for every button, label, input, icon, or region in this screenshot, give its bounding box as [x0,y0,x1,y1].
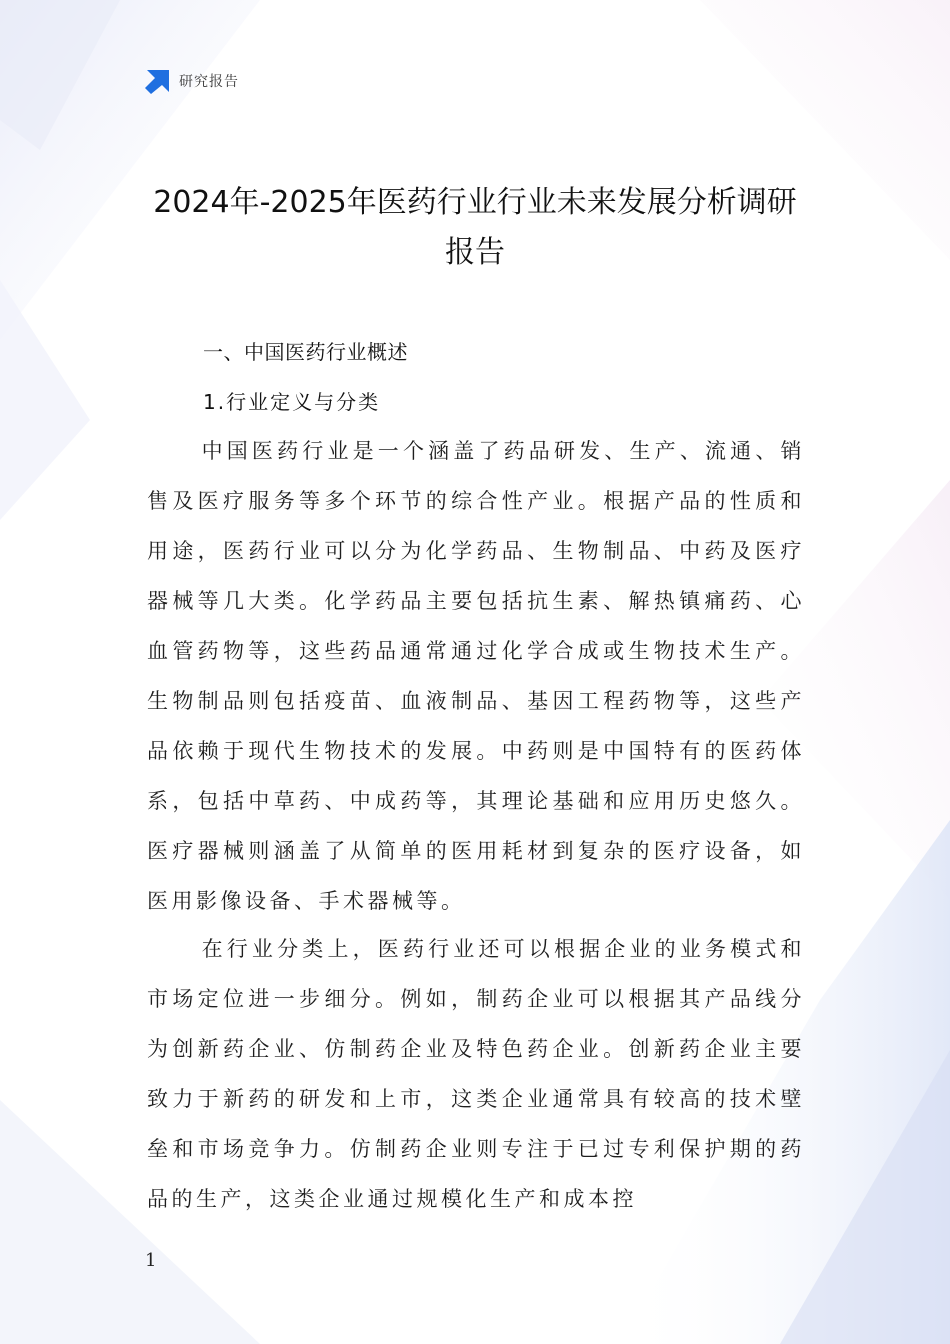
paragraph: 在行业分类上，医药行业还可以根据企业的业务模式和市场定位进一步细分。例如，制药企业可以根据其产品线分为创新药企业、仿制药企业及特色药企业。创新药企业主要致力于新药的研发和上市，这类企业通常具有较高的技术壁垒和市场竞争力。仿制药企业则专注于已过专利保护期的药品的生产，这类企业通过规模化生产和成本控 [147,937,805,1211]
arrow-up-right-icon [143,68,171,94]
document-title: 2024年-2025年医药行业行业未来发展分析调研报告 [153,185,797,270]
header-label: 研究报告 [179,74,239,90]
paragraph: 中国医药行业是一个涵盖了药品研发、生产、流通、销售及医疗服务等多个环节的综合性产业。根据产品的性质和用途，医药行业可以分为化学药品、生物制品、中药及医疗器械等几大类。化学药品主要包括抗生素、解热镇痛药、心血管药物等，这些药品通常通过化学合成或生物技术生产。生物制品则包括疫苗、血液制品、基因工程药物等，这些产品依赖于现代生物技术的发展。中药则是中国特有的医药体系，包括中草药、中成药等，其理论基础和应用历史悠久。医疗器械则涵盖了从简单的医用耗材到复杂的医疗设备，如医用影像设备、手术器械等。 [147,439,805,913]
subsection-heading: 1.行业定义与分类 [203,390,381,414]
section-heading: 一、中国医药行业概述 [203,340,408,364]
page-number: 1 [145,1250,157,1271]
report-header [143,68,239,94]
